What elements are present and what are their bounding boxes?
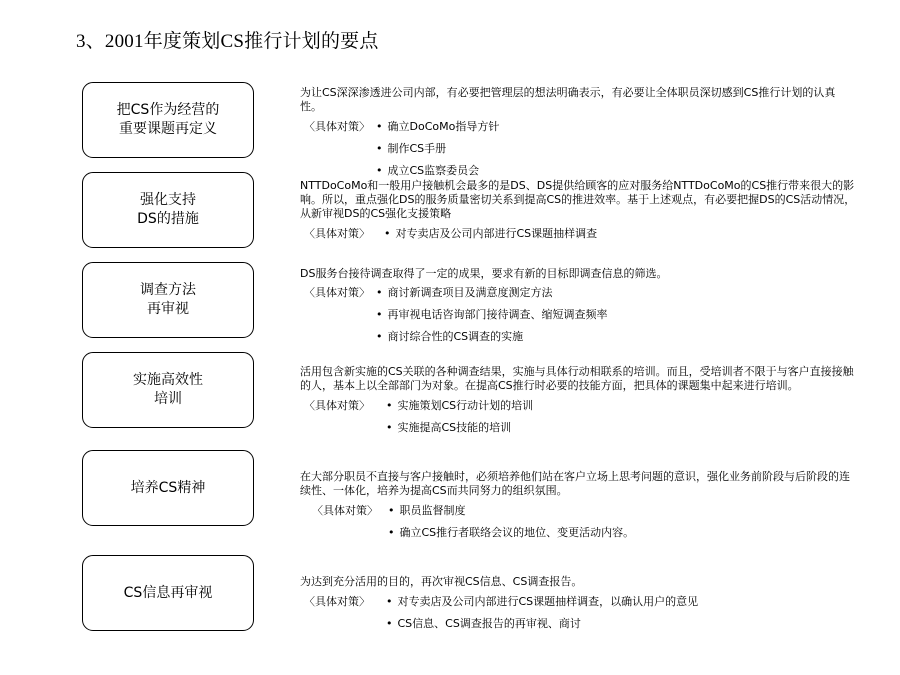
bullet-icon: • [376,142,383,155]
list-item: • 职员监督制度 [388,504,466,517]
measure-label: 〈具体对策〉 [304,286,370,299]
bullet-icon: • [376,330,383,343]
section-4-description: 活用包含新实施的CS关联的各种调查结果，实施与具体行动相联系的培训。而且，受培训者不限于与客户直接接触的人，基本上以全部部门为对象。在提高CS推行时必要的技能方面，把具体的课题集中起来进行培训。 [300,365,854,392]
list-item: • 制作CS手册 [376,142,447,155]
list-item: • 对专卖店及公司内部进行CS课题抽样调查 [384,227,598,240]
list-item: • CS信息、CS调查报告的再审视、商讨 [386,617,581,630]
list-item: • 实施提高CS技能的培训 [386,421,512,434]
bullet-icon: • [376,286,383,299]
bullet-icon: • [386,399,393,412]
list-item: • 成立CS监察委员会 [376,164,480,177]
list-item: • 商讨新调查项目及满意度测定方法 [376,286,553,299]
section-5-description: 在大部分职员不直接与客户接触时，必须培养他们站在客户立场上思考问题的意识，强化业务前阶段与后阶段的连续性、一体化，培养为提高CS而共同努力的组织氛围。 [300,470,850,497]
section-5-item-row [300,522,856,544]
list-item: • 确立CS推行者联络会议的地位、变更活动内容。 [388,526,635,539]
section-6-description: 为达到充分活用的目的，再次审视CS信息、CS调查报告。 [300,575,583,588]
bullet-icon: • [386,617,393,630]
list-item: • 实施策划CS行动计划的培训 [386,399,534,412]
bullet-icon: • [376,164,383,177]
section-3-measure-row [300,282,856,304]
topic-box-cs-spirit: 培养CS精神 [82,450,254,526]
section-3-item-row [300,326,856,348]
bullet-icon: • [388,504,395,517]
list-item: • 再审视电话咨询部门接待调查、缩短调查频率 [376,308,608,321]
section-6-measure-row [300,591,856,613]
section-4-content [300,365,856,439]
measure-label: 〈具体对策〉 [304,595,370,608]
measure-label: 〈具体对策〉 [312,504,378,517]
bullet-icon: • [386,421,393,434]
section-6-item-row [300,613,856,635]
section-3-item-row [300,304,856,326]
measure-label: 〈具体对策〉 [304,227,370,240]
section-1-item-row [300,138,856,160]
bullet-icon: • [376,308,383,321]
bullet-icon: • [388,526,395,539]
topic-box-survey-method: 调查方法 再审视 [82,262,254,338]
topic-box-training: 实施高效性 培训 [82,352,254,428]
section-2-measure-row [300,223,856,245]
section-1-description: 为让CS深深渗透进公司内部，有必要把管理层的想法明确表示，有必要让全体职员深切感到CS推行计划的认真性。 [300,86,836,113]
section-5-measure-row [300,500,856,522]
measure-label: 〈具体对策〉 [304,120,370,133]
measure-label: 〈具体对策〉 [304,399,370,412]
section-1-measure-row [300,116,856,138]
section-3-description: DS服务台接待调查取得了一定的成果，要求有新的目标即调查信息的筛选。 [300,267,668,280]
page-title: 3、2001年度策划CS推行计划的要点 [76,31,379,52]
section-1-content [300,86,856,182]
section-2-description: NTTDoCoMo和一般用户接触机会最多的是DS、DS提供给顾客的应对服务给NTTDoCoMo的CS推行带来很大的影响。所以，重点强化DS的服务质量密切关系到提高CS的推进效率。基于上述观点，有必要把握DS的CS活动情况，从新审视DS的CS强化支援策略 [300,179,856,220]
topic-box-cs-info-review: CS信息再审视 [82,555,254,631]
bullet-icon: • [386,595,393,608]
list-item: • 商讨综合性的CS调查的实施 [376,330,524,343]
bullet-icon: • [376,120,383,133]
section-4-measure-row [300,395,856,417]
section-5-content [300,470,856,544]
section-2-content [300,179,856,245]
list-item: • 对专卖店及公司内部进行CS课题抽样调查，以确认用户的意见 [386,595,699,608]
section-3-content [300,267,856,348]
topic-box-support-ds: 强化支持 DS的措施 [82,172,254,248]
section-6-content [300,575,856,635]
list-item: • 确立DoCoMo指导方针 [376,120,500,133]
section-4-item-row [300,417,856,439]
bullet-icon: • [384,227,391,240]
topic-box-redefine-cs: 把CS作为经营的 重要课题再定义 [82,82,254,158]
